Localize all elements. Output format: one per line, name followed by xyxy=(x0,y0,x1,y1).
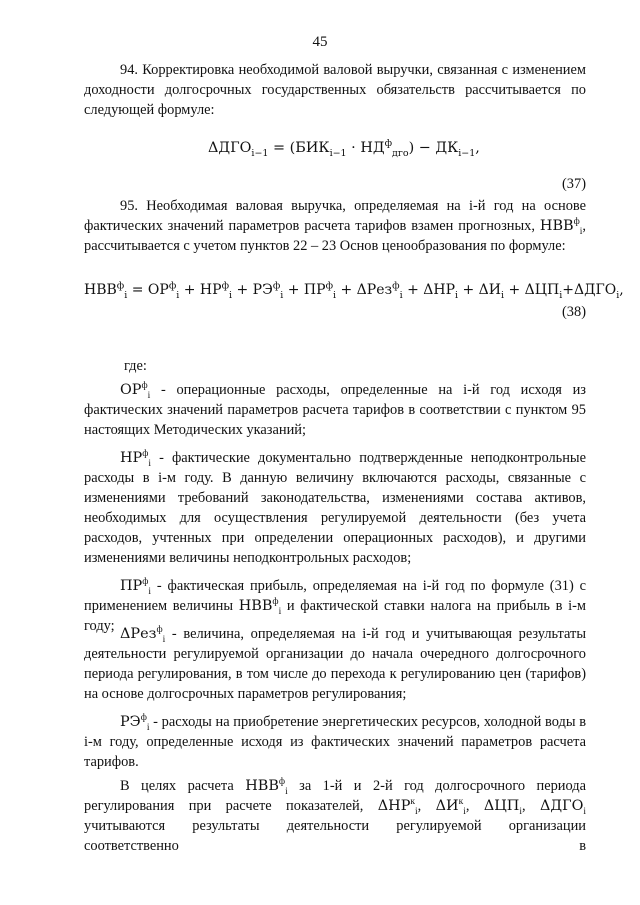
definition-pr: $ПР^ф_i$ - фактическая прибыль, определяемая на i-й год по формуле (31) с применением величины $НВВ^ф_i$ и фактической ставки налога на прибыль в i-м году; xyxy=(84,577,587,634)
paragraph-95: 95. Необходимая валовая выручка, определяемая на i-й год на основе фактических значений параметров расчета тарифов взамен прогнозных, $НВВ^ф_i$, рассчитывается с учетом пунктов 22 – 23 Основ ценообразования по формуле: xyxy=(84,198,587,254)
definition-re: $РЭ^ф_i$ - расходы на приобретение энергетических ресурсов, холодной воды в i-м году, определенные исходя из фактических значений параметров расчета тарифов. xyxy=(84,713,586,770)
definition-or: $ОР^ф_i$ - операционные расходы, определенные на i-й год исходя из фактических значений параметров расчета тарифов в соответствии с пунктом 95 настоящих Методических указаний; xyxy=(84,381,586,438)
paragraph-last: В целях расчета $НВВ^ф_i$ за 1-й и 2-й год долгосрочного периода регулирования при расчете показателей, $\Delta НР^к_i$, $\Delta И^к_i$, $\Delta ЦП_i$, $\Delta ДГО_i$ учитываются результаты деятельности регулируемой организации соответственно в xyxy=(84,777,587,854)
equation-number-37: (37) xyxy=(562,176,586,192)
where-label: где: xyxy=(124,358,147,374)
definition-rez: ΔРез$^ф_i$ - величина, определяемая на i-й год и учитывающая результаты деятельности регулируемой организации до начала очередного долгосрочного периода регулирования, в том числе до перехода к регулированию цен (тарифов) на основе долгосрочных параметров регулирования; xyxy=(84,625,586,702)
page-number: 45 xyxy=(312,34,328,50)
definition-nr: $НР^ф_i$ - фактические документально подтвержденные неподконтрольные расходы в i-м году. В данную величину включаются расходы, связанные с изменениями требований законодательства, изменениями состава активов, необходимых для осуществления регулируемой деятельности (без учета расходов, учтенных при определении операционных расходов), и другими изменениями величины неподконтрольных расходов; xyxy=(84,449,586,566)
formula-38: $НВВ^ф_i = ОР^ф_i + НР^ф_i + РЭ^ф_i + ПР^ф_i + \Delta Рез^ф_i + \Delta НР_i + \Delta И_i + \Delta ЦП_i+\Delta ДГО_i$, xyxy=(84,280,624,301)
formula-37: $\Delta ДГО_{i-1} = (БИК_{i-1} \cdot НД^ф_{дго}) - ДК_{i-1}$, xyxy=(208,138,480,159)
paragraph-94: 94. Корректировка необходимой валовой выручки, связанная с изменением доходности долгосрочных государственных обязательств рассчитывается по следующей формуле: xyxy=(84,62,586,118)
equation-number-38: (38) xyxy=(562,304,586,320)
